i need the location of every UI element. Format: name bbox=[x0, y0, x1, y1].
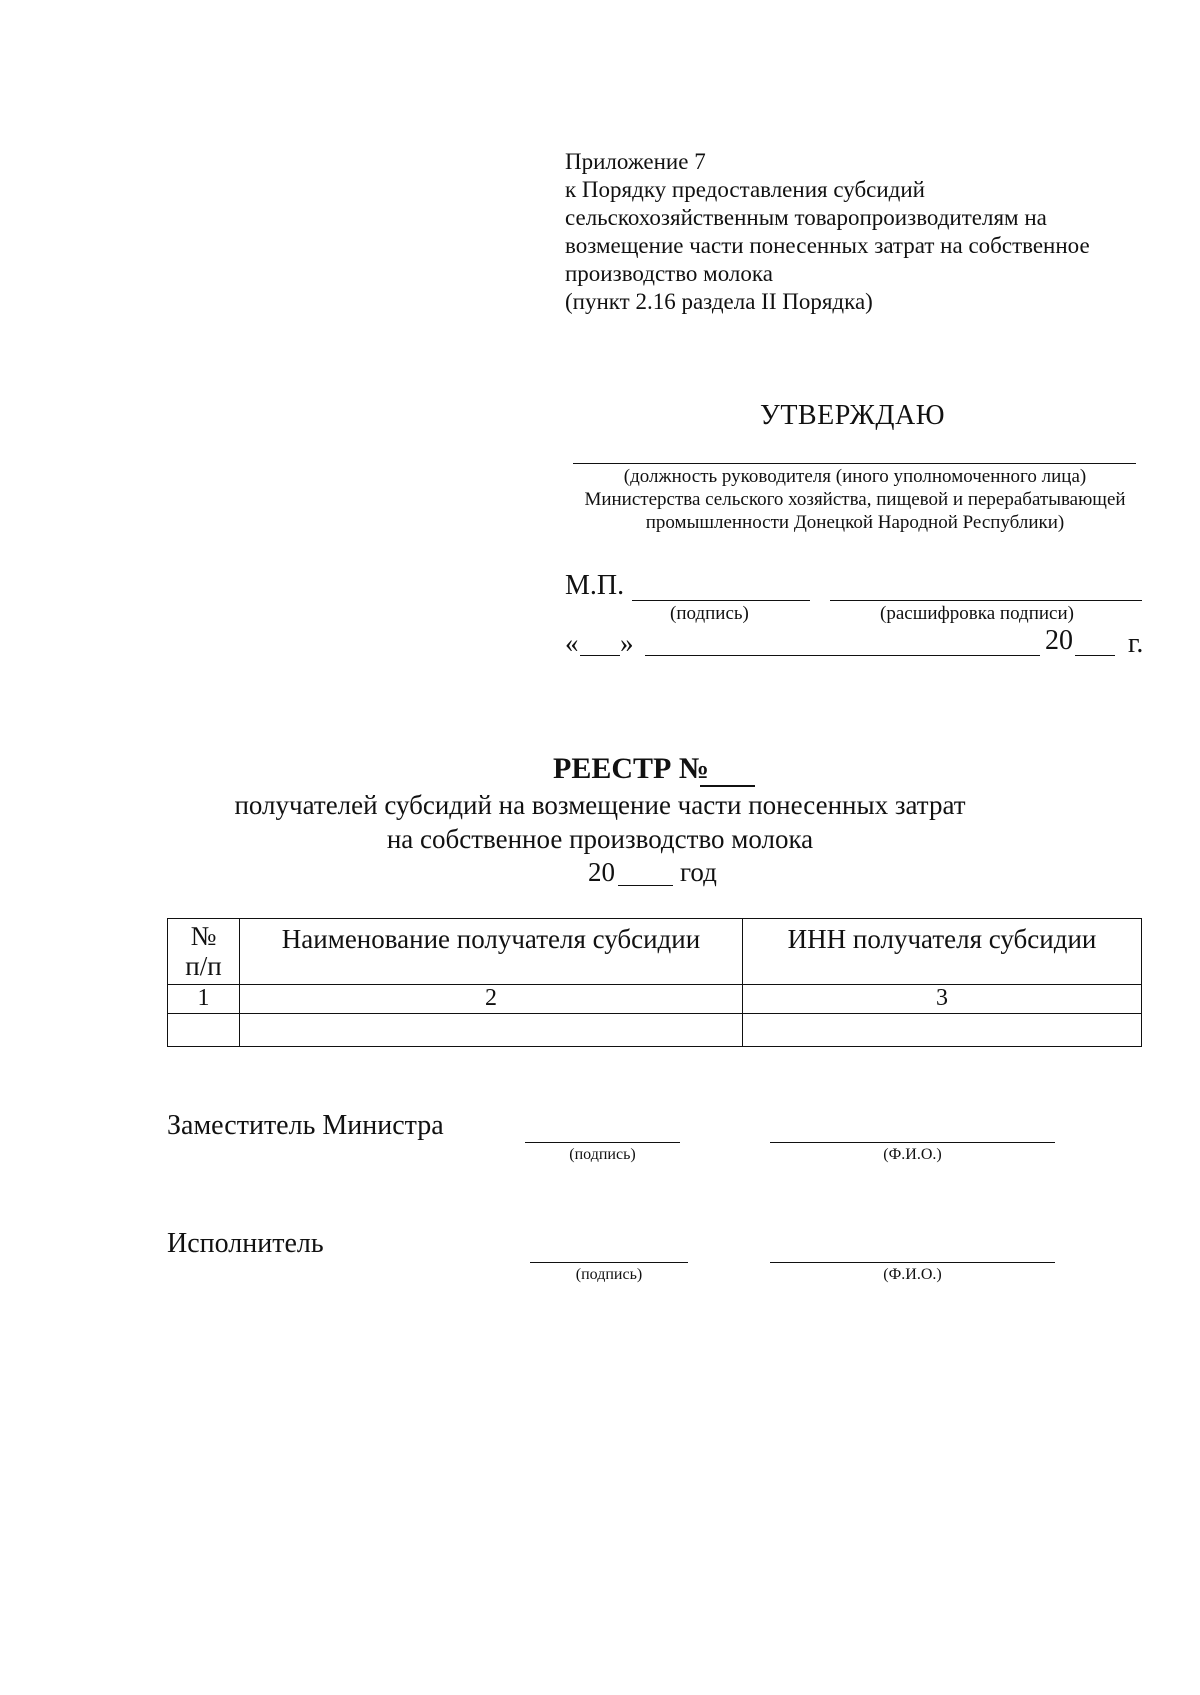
appendix-line: к Порядку предоставления субсидий bbox=[565, 177, 925, 202]
date-month-line bbox=[645, 655, 1040, 656]
position-caption-line: Министерства сельского хозяйства, пищевой и перерабатывающей bbox=[584, 489, 1126, 510]
register-table bbox=[167, 918, 1142, 1047]
date-quote-close: » bbox=[620, 628, 634, 658]
header-number-line: п/п bbox=[185, 951, 222, 981]
executor-sign-caption: (подпись) bbox=[575, 1266, 643, 1283]
date-year-suffix: г. bbox=[1128, 628, 1144, 659]
approval-heading: УТВЕРЖДАЮ bbox=[760, 400, 945, 431]
table-row bbox=[168, 1014, 1142, 1047]
register-year-line bbox=[618, 885, 673, 886]
stamp-label: М.П. bbox=[565, 570, 625, 601]
register-title: РЕЕСТР № bbox=[553, 752, 709, 785]
signature-caption: (подпись) bbox=[670, 603, 749, 624]
executor-name-caption: (Ф.И.О.) bbox=[883, 1266, 942, 1283]
date-year-prefix: 20 bbox=[1045, 625, 1073, 656]
register-subtitle-1: получателей субсидий на возмещение части понесенных затрат bbox=[234, 790, 966, 820]
deputy-label: Заместитель Министра bbox=[167, 1110, 444, 1141]
register-year-prefix: 20 bbox=[588, 857, 615, 887]
decoding-caption: (расшифровка подписи) bbox=[880, 603, 1074, 624]
position-line bbox=[573, 463, 1136, 464]
appendix-note bbox=[565, 148, 1090, 316]
executor-sign-line bbox=[530, 1262, 688, 1263]
decoding-line bbox=[830, 600, 1142, 601]
table-cell bbox=[168, 1014, 240, 1047]
executor-name-line bbox=[770, 1262, 1055, 1263]
table-cell-number: 1 bbox=[168, 985, 240, 1014]
header-number bbox=[168, 919, 240, 985]
date-year-line bbox=[1075, 655, 1115, 656]
header-number-line: № bbox=[190, 921, 217, 951]
table-cell-number: 3 bbox=[743, 985, 1142, 1014]
register-subtitle-2: на собственное производство молока bbox=[386, 824, 814, 854]
table-cell bbox=[240, 1014, 743, 1047]
table-header-row bbox=[168, 919, 1142, 985]
appendix-line: Приложение 7 bbox=[565, 149, 706, 174]
date-quote-open: « bbox=[565, 628, 579, 658]
deputy-name-caption: (Ф.И.О.) bbox=[883, 1146, 942, 1163]
appendix-line: производство молока bbox=[565, 261, 773, 286]
register-number-line bbox=[700, 785, 755, 787]
header-inn: ИНН получателя субсидии bbox=[743, 919, 1142, 985]
table-cell-number: 2 bbox=[240, 985, 743, 1014]
position-caption bbox=[560, 465, 1150, 534]
appendix-line: сельскохозяйственным товаропроизводителям на bbox=[565, 205, 1047, 230]
table-cell bbox=[743, 1014, 1142, 1047]
date-day-line bbox=[580, 655, 620, 656]
appendix-line: (пункт 2.16 раздела II Порядка) bbox=[565, 289, 873, 314]
deputy-sign-caption: (подпись) bbox=[569, 1146, 636, 1163]
executor-label: Исполнитель bbox=[167, 1228, 324, 1259]
deputy-sign-line bbox=[525, 1142, 680, 1143]
position-caption-line: (должность руководителя (иного уполномоченного лица) bbox=[623, 466, 1087, 487]
appendix-line: возмещение части понесенных затрат на собственное bbox=[565, 233, 1090, 258]
signature-line bbox=[632, 600, 810, 601]
register-year-suffix: год bbox=[680, 857, 717, 887]
position-caption-line: промышленности Донецкой Народной Республики) bbox=[645, 512, 1065, 533]
table-row bbox=[168, 985, 1142, 1014]
header-name: Наименование получателя субсидии bbox=[240, 919, 743, 985]
deputy-name-line bbox=[770, 1142, 1055, 1143]
